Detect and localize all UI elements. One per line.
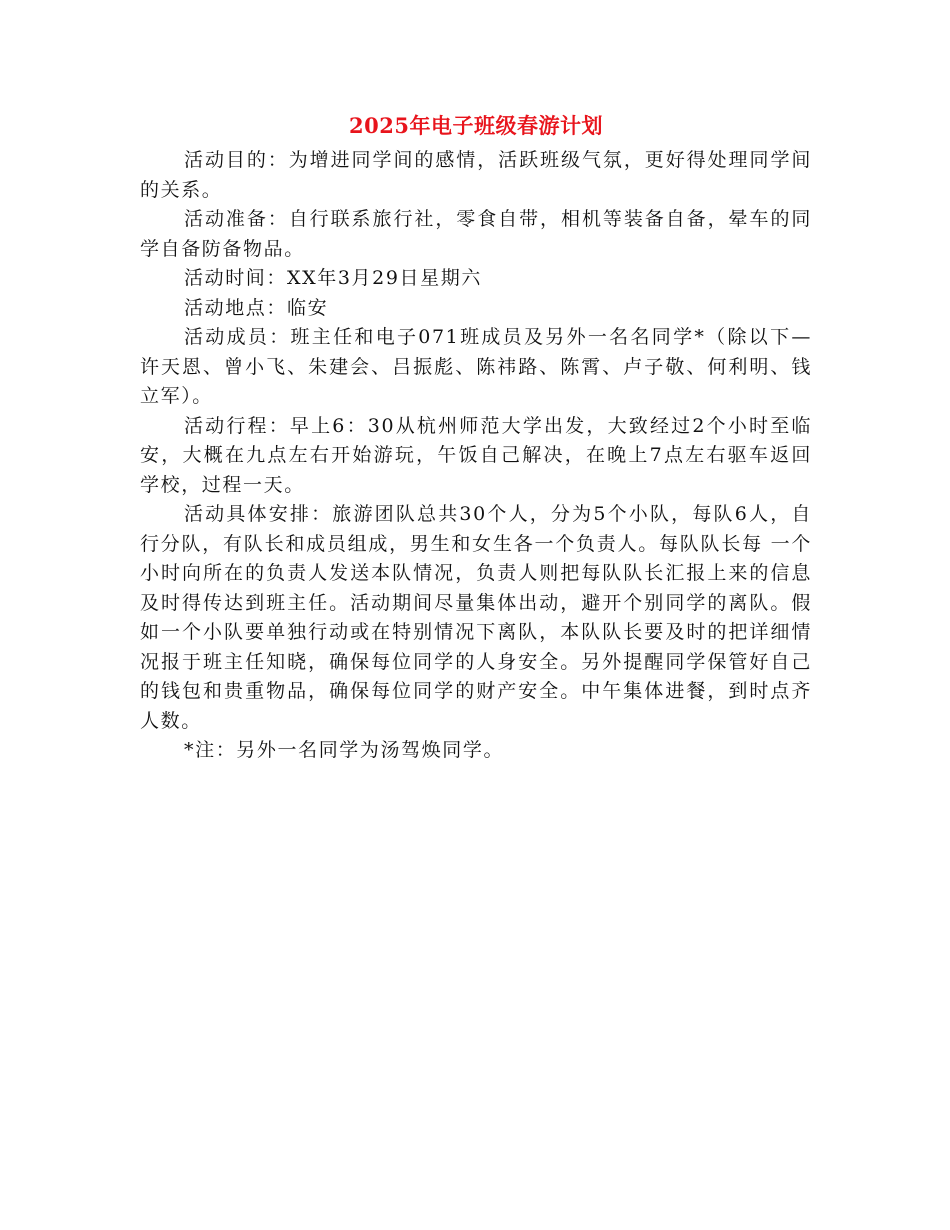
paragraph-preparation: 活动准备：自行联系旅行社，零食自带，相机等装备自备，晕车的同学自备防备物品。 — [140, 208, 812, 260]
paragraph-note: *注：另外一名同学为汤驾焕同学。 — [184, 739, 505, 761]
paragraph-purpose: 活动目的：为增进同学间的感情，活跃班级气氛，更好得处理同学间的关系。 — [140, 149, 812, 201]
document-title: 2025年电子班级春游计划 — [349, 113, 603, 138]
paragraph-arrangement: 活动具体安排：旅游团队总共30个人，分为5个小队，每队6人，自行分队，有队长和成员组成，男生和女生各一个负责人。每队队长每 一个小时向所在的负责人发送本队情况，负责人则把每队队长汇报上来的信息及时得传达到班主任。活动期间尽量集体出动，避开个别同学的离队。假如一个小队要单独行动或在特别情况下离队，本队队长要及时的把详细情况报于班主任知晓，确保每位同学的人身安全。另外提醒同学保管好自己的钱包和贵重物品，确保每位同学的财产安全。中午集体进餐，到时点齐人数。 — [140, 503, 812, 732]
paragraph-time: 活动时间：XX年3月29日星期六 — [184, 267, 482, 289]
document-page — [140, 110, 812, 766]
paragraph-members: 活动成员：班主任和电子071班成员及另外一名名同学*（除以下—许天恩、曾小飞、朱建会、吕振彪、陈祎路、陈霄、卢子敬、何利明、钱立军）。 — [140, 326, 812, 407]
paragraph-itinerary: 活动行程：早上6：30从杭州师范大学出发，大致经过2个小时至临安，大概在九点左右开始游玩，午饭自己解决，在晚上7点左右驱车返回学校，过程一天。 — [140, 414, 812, 496]
paragraph-location: 活动地点：临安 — [184, 296, 329, 319]
